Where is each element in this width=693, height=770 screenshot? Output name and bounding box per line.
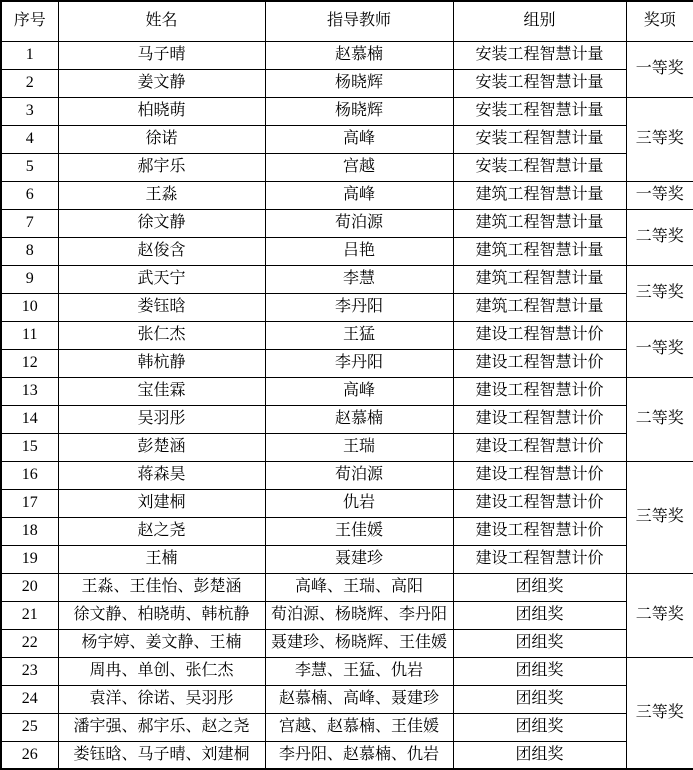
- cell-name: 柏晓萌: [58, 97, 265, 125]
- cell-serial: 7: [1, 209, 58, 237]
- table-row: [1, 489, 693, 517]
- cell-teacher: 仇岩: [265, 489, 453, 517]
- cell-name: 马子晴: [58, 41, 265, 69]
- table-row: [1, 69, 693, 97]
- cell-name: 王淼: [58, 181, 265, 209]
- cell-group: 建筑工程智慧计量: [453, 209, 626, 237]
- cell-serial: 22: [1, 629, 58, 657]
- header-serial: 序号: [1, 1, 58, 41]
- cell-teacher: 赵慕楠: [265, 405, 453, 433]
- cell-name: 娄钰晗: [58, 293, 265, 321]
- table-row: [1, 601, 693, 629]
- cell-teacher: 王猛: [265, 321, 453, 349]
- cell-award: 三等奖: [626, 97, 693, 181]
- cell-serial: 10: [1, 293, 58, 321]
- cell-teacher: 李丹阳、赵慕楠、仇岩: [265, 741, 453, 769]
- cell-teacher: 宫越: [265, 153, 453, 181]
- cell-teacher: 王佳媛: [265, 517, 453, 545]
- cell-group: 团组奖: [453, 629, 626, 657]
- cell-group: 建设工程智慧计价: [453, 377, 626, 405]
- cell-award: 二等奖: [626, 377, 693, 461]
- cell-serial: 1: [1, 41, 58, 69]
- cell-teacher: 赵慕楠: [265, 41, 453, 69]
- cell-name: 杨宇婷、姜文静、王楠: [58, 629, 265, 657]
- table-row: [1, 377, 693, 405]
- cell-teacher: 杨晓辉: [265, 97, 453, 125]
- cell-teacher: 高峰: [265, 181, 453, 209]
- cell-serial: 23: [1, 657, 58, 685]
- table-row: [1, 125, 693, 153]
- cell-serial: 16: [1, 461, 58, 489]
- cell-teacher: 李丹阳: [265, 349, 453, 377]
- cell-serial: 19: [1, 545, 58, 573]
- table-row: [1, 629, 693, 657]
- table-header: [1, 1, 693, 41]
- cell-name: 郝宇乐: [58, 153, 265, 181]
- cell-group: 建筑工程智慧计量: [453, 265, 626, 293]
- cell-group: 团组奖: [453, 657, 626, 685]
- table-row: [1, 41, 693, 69]
- cell-name: 王淼、王佳怡、彭楚涵: [58, 573, 265, 601]
- table-row: [1, 741, 693, 769]
- cell-group: 建设工程智慧计价: [453, 321, 626, 349]
- cell-name: 蒋森昊: [58, 461, 265, 489]
- table-row: [1, 321, 693, 349]
- cell-name: 武天宁: [58, 265, 265, 293]
- cell-name: 袁洋、徐诺、吴羽彤: [58, 685, 265, 713]
- cell-serial: 9: [1, 265, 58, 293]
- table-row: [1, 517, 693, 545]
- table-body: [1, 41, 693, 769]
- table-row: [1, 657, 693, 685]
- cell-serial: 3: [1, 97, 58, 125]
- cell-name: 潘宇强、郝宇乐、赵之尧: [58, 713, 265, 741]
- cell-group: 建筑工程智慧计量: [453, 293, 626, 321]
- cell-teacher: 李慧: [265, 265, 453, 293]
- cell-teacher: 杨晓辉: [265, 69, 453, 97]
- cell-serial: 8: [1, 237, 58, 265]
- header-award: 奖项: [626, 1, 693, 41]
- table-row: [1, 461, 693, 489]
- cell-award: 二等奖: [626, 573, 693, 657]
- header-teacher: 指导教师: [265, 1, 453, 41]
- table-row: [1, 433, 693, 461]
- cell-award: 三等奖: [626, 265, 693, 321]
- cell-serial: 6: [1, 181, 58, 209]
- cell-name: 吴羽彤: [58, 405, 265, 433]
- cell-name: 徐文静: [58, 209, 265, 237]
- cell-name: 张仁杰: [58, 321, 265, 349]
- cell-serial: 2: [1, 69, 58, 97]
- cell-group: 建设工程智慧计价: [453, 545, 626, 573]
- cell-name: 王楠: [58, 545, 265, 573]
- cell-group: 建设工程智慧计价: [453, 517, 626, 545]
- header-name: 姓名: [58, 1, 265, 41]
- cell-group: 安装工程智慧计量: [453, 41, 626, 69]
- table-row: [1, 181, 693, 209]
- cell-teacher: 吕艳: [265, 237, 453, 265]
- cell-teacher: 李慧、王猛、仇岩: [265, 657, 453, 685]
- cell-serial: 24: [1, 685, 58, 713]
- table-row: [1, 545, 693, 573]
- table-row: [1, 405, 693, 433]
- cell-teacher: 宫越、赵慕楠、王佳媛: [265, 713, 453, 741]
- cell-teacher: 高峰: [265, 125, 453, 153]
- cell-teacher: 聂建珍: [265, 545, 453, 573]
- cell-award: 三等奖: [626, 657, 693, 769]
- cell-name: 宝佳霖: [58, 377, 265, 405]
- cell-group: 团组奖: [453, 601, 626, 629]
- cell-teacher: 高峰、王瑞、高阳: [265, 573, 453, 601]
- cell-serial: 20: [1, 573, 58, 601]
- cell-group: 建设工程智慧计价: [453, 349, 626, 377]
- cell-teacher: 王瑞: [265, 433, 453, 461]
- cell-serial: 11: [1, 321, 58, 349]
- table-row: [1, 265, 693, 293]
- cell-name: 徐文静、柏晓萌、韩杭静: [58, 601, 265, 629]
- cell-name: 赵俊含: [58, 237, 265, 265]
- cell-teacher: 李丹阳: [265, 293, 453, 321]
- cell-teacher: 高峰: [265, 377, 453, 405]
- cell-serial: 4: [1, 125, 58, 153]
- cell-name: 娄钰晗、马子晴、刘建桐: [58, 741, 265, 769]
- cell-teacher: 荀泊源: [265, 461, 453, 489]
- table-row: [1, 685, 693, 713]
- table-row: [1, 349, 693, 377]
- cell-serial: 26: [1, 741, 58, 769]
- cell-name: 徐诺: [58, 125, 265, 153]
- cell-teacher: 荀泊源、杨晓辉、李丹阳: [265, 601, 453, 629]
- cell-award: 三等奖: [626, 461, 693, 573]
- cell-name: 刘建桐: [58, 489, 265, 517]
- cell-group: 建筑工程智慧计量: [453, 181, 626, 209]
- cell-group: 团组奖: [453, 713, 626, 741]
- cell-serial: 5: [1, 153, 58, 181]
- cell-award: 二等奖: [626, 209, 693, 265]
- header-group: 组别: [453, 1, 626, 41]
- cell-group: 安装工程智慧计量: [453, 69, 626, 97]
- cell-teacher: 荀泊源: [265, 209, 453, 237]
- table-row: [1, 97, 693, 125]
- cell-group: 团组奖: [453, 573, 626, 601]
- cell-group: 团组奖: [453, 685, 626, 713]
- cell-serial: 21: [1, 601, 58, 629]
- cell-teacher: 赵慕楠、高峰、聂建珍: [265, 685, 453, 713]
- cell-group: 建设工程智慧计价: [453, 489, 626, 517]
- cell-name: 韩杭静: [58, 349, 265, 377]
- cell-serial: 13: [1, 377, 58, 405]
- cell-award: 一等奖: [626, 41, 693, 97]
- cell-teacher: 聂建珍、杨晓辉、王佳媛: [265, 629, 453, 657]
- table-row: [1, 237, 693, 265]
- cell-serial: 14: [1, 405, 58, 433]
- cell-serial: 15: [1, 433, 58, 461]
- cell-award: 一等奖: [626, 181, 693, 209]
- cell-group: 安装工程智慧计量: [453, 97, 626, 125]
- table-row: [1, 293, 693, 321]
- cell-group: 建设工程智慧计价: [453, 433, 626, 461]
- cell-name: 赵之尧: [58, 517, 265, 545]
- table-row: [1, 713, 693, 741]
- cell-serial: 25: [1, 713, 58, 741]
- cell-group: 建设工程智慧计价: [453, 461, 626, 489]
- table-row: [1, 209, 693, 237]
- cell-group: 安装工程智慧计量: [453, 153, 626, 181]
- cell-name: 彭楚涵: [58, 433, 265, 461]
- cell-serial: 17: [1, 489, 58, 517]
- cell-name: 姜文静: [58, 69, 265, 97]
- cell-group: 团组奖: [453, 741, 626, 769]
- cell-serial: 12: [1, 349, 58, 377]
- table-row: [1, 573, 693, 601]
- cell-award: 一等奖: [626, 321, 693, 377]
- cell-serial: 18: [1, 517, 58, 545]
- cell-name: 周冉、单创、张仁杰: [58, 657, 265, 685]
- table-row: [1, 153, 693, 181]
- cell-group: 建设工程智慧计价: [453, 405, 626, 433]
- header-row: [1, 1, 693, 41]
- cell-group: 建筑工程智慧计量: [453, 237, 626, 265]
- cell-group: 安装工程智慧计量: [453, 125, 626, 153]
